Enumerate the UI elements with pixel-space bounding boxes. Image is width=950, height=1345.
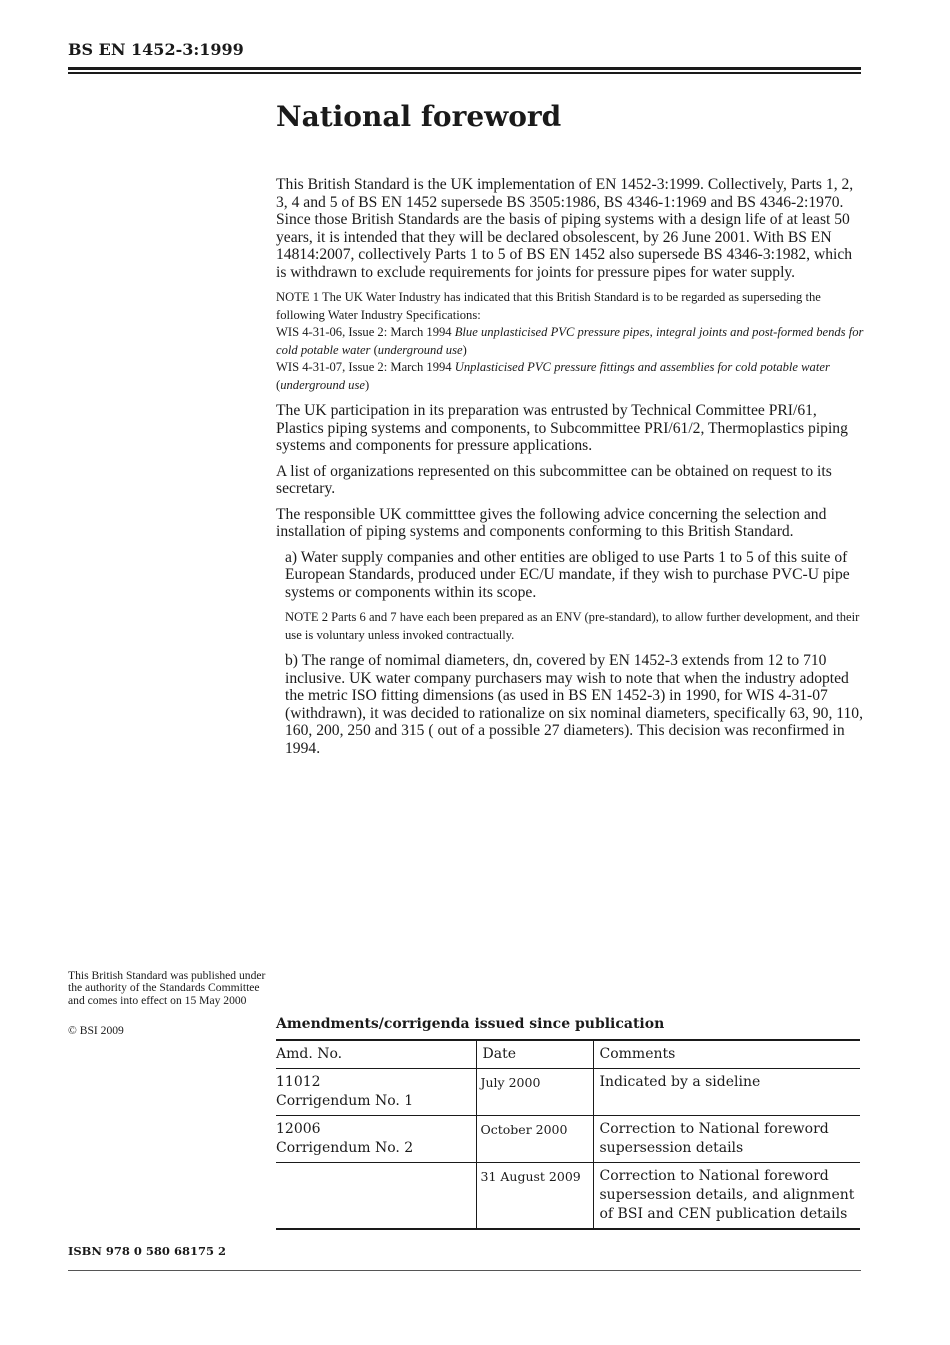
wis-2-ref: WIS 4-31-07, Issue 2: March 1994: [276, 360, 455, 374]
wis-1-use: underground use: [377, 342, 463, 357]
column-header-comments: Comments: [593, 1040, 860, 1069]
advice-item-b: b) The range of nomimal diameters, dn, covered by EN 1452-3 extends from 12 to 710 inclusive. UK water company purchasers may wish to note that when the industry adopted the metric ISO fitting dimensions (as used in BS EN 1452-3) in 1990, for WIS 4-31-07 (withdrawn), it was decided to rationalize on six nominal diameters, specifically 63, 90, 110, 160, 200, 250 and 315 ( out of a possible 27 diameters). This decision was reconfirmed in 1994.: [285, 652, 863, 757]
page-title: National foreword: [276, 100, 562, 133]
note-1-intro: NOTE 1 The UK Water Industry has indicated that this British Standard is to be regarded as superseding the following Water Industry Specifications:: [276, 290, 821, 322]
column-header-date: Date: [476, 1040, 593, 1069]
wis-1-ref: WIS 4-31-06, Issue 2: March 1994: [276, 325, 455, 339]
header-rule-bottom: [68, 72, 861, 74]
amendments-title: Amendments/corrigenda issued since publication: [276, 1016, 665, 1032]
date-cell: 31 August 2009: [476, 1163, 593, 1230]
publication-sidebar: [68, 970, 266, 1038]
paragraph-participation: The UK participation in its preparation was entrusted by Technical Committee PRI/61, Plastics piping systems and components, to Subcommittee PRI/61/2, Thermoplastics piping systems and components for pressure applications.: [276, 402, 848, 454]
copyright-notice: © BSI 2009: [68, 1024, 124, 1038]
wis-2-use: underground use: [280, 377, 365, 392]
table-row: [276, 1116, 860, 1163]
amd-no-cell: 12006 Corrigendum No. 2: [276, 1116, 476, 1163]
comments-cell: Correction to National foreword supersession details, and alignment of BSI and CEN publication details: [593, 1163, 860, 1230]
advice-item-a: a) Water supply companies and other entities are obliged to use Parts 1 to 5 of this suite of European Standards, produced under EC/U mandate, if they wish to purchase PVC-U pipe systems or components within its scope.: [285, 548, 850, 601]
amd-no-cell: [276, 1163, 476, 1230]
column-header-amd-no: Amd. No.: [276, 1040, 476, 1069]
date-cell: July 2000: [476, 1069, 593, 1116]
header-rule-top: [68, 67, 861, 70]
date-cell: October 2000: [476, 1116, 593, 1163]
document-code: BS EN 1452-3:1999: [68, 40, 244, 59]
paragraph-implementation: This British Standard is the UK implementation of EN 1452-3:1999. Collectively, Parts 1, 2, 3, 4 and 5 of BS EN 1452 supersede BS 3505:1986, BS 4346-1:1969 and BS 4346-2:1970. Since those British Standards are the basis of piping systems with a design life of at least 50 years, it is intended that they will be declared obsolescent, by 26 June 2001. With BS EN 14814:2007, collectively Parts 1 to 5 of BS EN 1452 also supersede BS 4346-3:1982, which is withdrawn to exclude requirements for joints for pressure pipes for water supply.: [276, 176, 854, 281]
table-header-row: [276, 1040, 860, 1069]
note-1: NOTE 1 The UK Water Industry has indicated that this British Standard is to be regarded as superseding the following Water Industry Specifications: WIS 4-31-06, Issue 2: March 1994 Blue unplasticised PVC pressure pipes, integral joints and post-formed bends for cold potable water (underground use) WIS 4-31-07, Issue 2: March 1994 Unplasticised PVC pressure fittings and assemblies for cold potable water (underground use): [276, 290, 864, 392]
wis-2-title: Unplasticised PVC pressure fittings and assemblies for cold potable water: [454, 360, 830, 374]
table-row: [276, 1163, 860, 1230]
paragraph-advice: The responsible UK committtee gives the following advice concerning the selection and installation of piping systems and components conforming to this British Standard.: [276, 505, 827, 540]
table-row: [276, 1069, 860, 1116]
isbn: ISBN 978 0 580 68175 2: [68, 1244, 226, 1258]
comments-cell: Indicated by a sideline: [593, 1069, 860, 1116]
authority-statement: This British Standard was published under the authority of the Standards Committee and comes into effect on 15 May 2000: [68, 969, 266, 1007]
note-2: NOTE 2 Parts 6 and 7 have each been prepared as an ENV (pre-standard), to allow further development, and their use is voluntary unless invoked contractually.: [285, 610, 860, 642]
footer-rule: [68, 1270, 861, 1271]
amd-no-cell: 11012 Corrigendum No. 1: [276, 1069, 476, 1116]
paragraph-organizations: A list of organizations represented on this subcommittee can be obtained on request to its secretary.: [276, 462, 832, 497]
wis-1-title: Blue unplasticised PVC pressure pipes, integral joints and post-formed bends for cold potable water: [276, 325, 864, 357]
amendments-table: [276, 1039, 860, 1230]
comments-cell: Correction to National foreword supersession details: [593, 1116, 860, 1163]
foreword-body: [276, 176, 866, 765]
